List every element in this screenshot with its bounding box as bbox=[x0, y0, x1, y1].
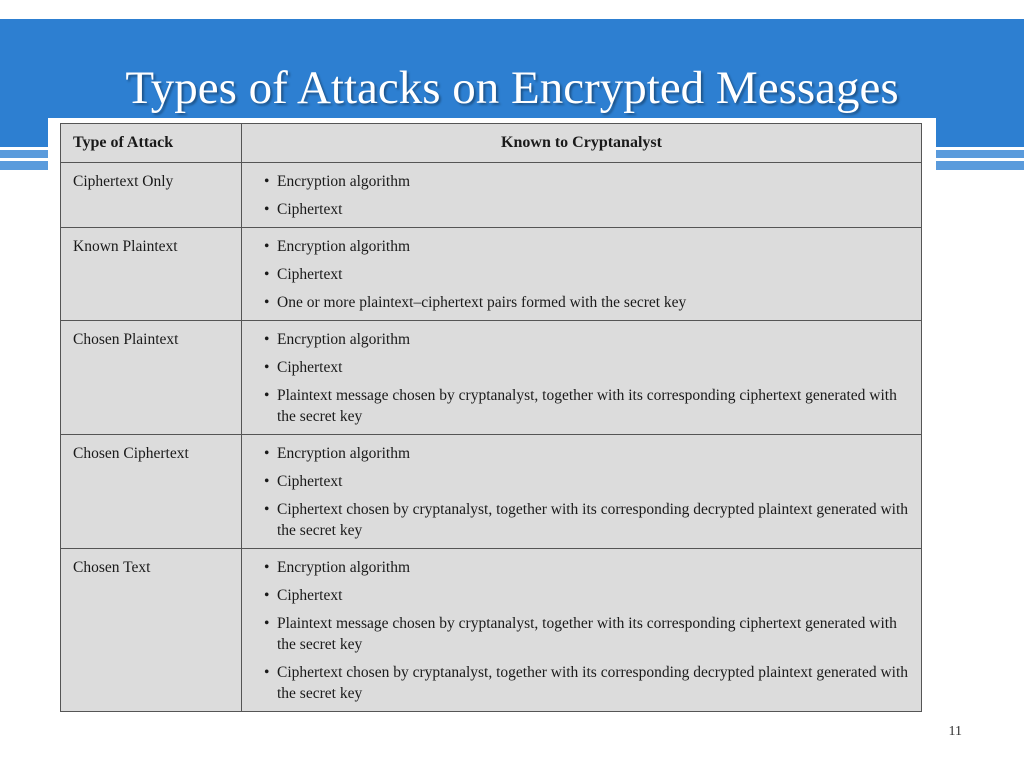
list-item: • Encryption algorithm bbox=[264, 329, 909, 350]
attack-type-cell: Chosen Plaintext bbox=[61, 321, 242, 435]
known-items-cell bbox=[242, 549, 922, 712]
known-items-cell bbox=[242, 163, 922, 228]
list-item: • Ciphertext bbox=[264, 585, 909, 606]
table-row bbox=[61, 163, 922, 228]
known-items-list bbox=[264, 557, 909, 704]
list-item: • Plaintext message chosen by cryptanalyst, together with its corresponding ciphertext generated with the secret key bbox=[264, 613, 909, 655]
list-item: • Encryption algorithm bbox=[264, 236, 909, 257]
list-item: • Ciphertext chosen by cryptanalyst, together with its corresponding decrypted plaintext generated with the secret key bbox=[264, 662, 909, 704]
list-item: • One or more plaintext–ciphertext pairs formed with the secret key bbox=[264, 292, 909, 313]
known-items-cell bbox=[242, 435, 922, 549]
known-items-list bbox=[264, 443, 909, 541]
known-items-list bbox=[264, 171, 909, 220]
known-items-cell bbox=[242, 228, 922, 321]
header-type-of-attack: Type of Attack bbox=[61, 124, 242, 163]
list-item: • Encryption algorithm bbox=[264, 557, 909, 578]
table-row bbox=[61, 321, 922, 435]
attack-type-cell: Known Plaintext bbox=[61, 228, 242, 321]
attacks-table bbox=[60, 123, 922, 712]
table-row bbox=[61, 549, 922, 712]
list-item: • Ciphertext bbox=[264, 264, 909, 285]
list-item: • Plaintext message chosen by cryptanalyst, together with its corresponding ciphertext generated with the secret key bbox=[264, 385, 909, 427]
known-items-list bbox=[264, 329, 909, 427]
known-items-cell bbox=[242, 321, 922, 435]
page-number: 11 bbox=[948, 724, 962, 739]
list-item: • Encryption algorithm bbox=[264, 171, 909, 192]
header-known-to-cryptanalyst: Known to Cryptanalyst bbox=[242, 124, 922, 163]
attack-type-cell: Chosen Ciphertext bbox=[61, 435, 242, 549]
list-item: • Ciphertext chosen by cryptanalyst, together with its corresponding decrypted plaintext generated with the secret key bbox=[264, 499, 909, 541]
attack-type-cell: Chosen Text bbox=[61, 549, 242, 712]
list-item: • Ciphertext bbox=[264, 471, 909, 492]
table-header-row bbox=[61, 124, 922, 163]
attack-type-cell: Ciphertext Only bbox=[61, 163, 242, 228]
slide-title: Types of Attacks on Encrypted Messages bbox=[125, 62, 899, 114]
list-item: • Ciphertext bbox=[264, 199, 909, 220]
known-items-list bbox=[264, 236, 909, 313]
table-row bbox=[61, 435, 922, 549]
list-item: • Encryption algorithm bbox=[264, 443, 909, 464]
table-row bbox=[61, 228, 922, 321]
list-item: • Ciphertext bbox=[264, 357, 909, 378]
